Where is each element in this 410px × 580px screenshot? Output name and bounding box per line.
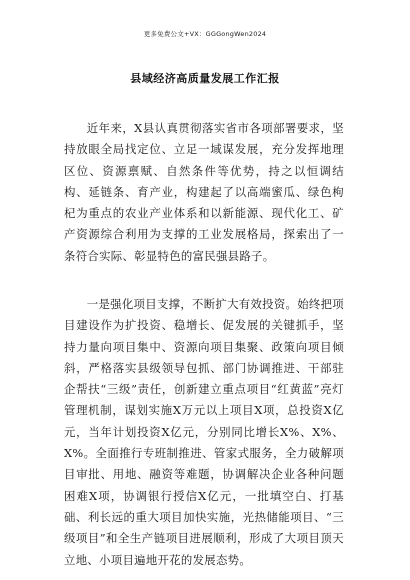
paragraph-block-2 [64, 294, 344, 571]
paragraph-1: 近年来，X县认真贯彻落实省市各项部署要求，坚持放眼全局找定位、立足一域谋发展，充分发挥地理区位、资源禀赋、自然条件等优势，持之以恒调结构、延链条、育产业，构建起了以高端蜜瓜、绿色枸杞为重点的农业产业体系和以新能源、现代化工、矿产资源综合利用为支撑的工业发展格局，探索出了一条符合实际、彰显特色的富民强县路子。 [64, 121, 344, 263]
paragraph-2: 一是强化项目支撑，不断扩大有效投资。始终把项目建设作为扩投资、稳增长、促发展的关键抓手，坚持力量向项目集中、资源向项目集聚、政策向项目倾斜，严格落实县级领导包抓、部门协调推进、干部驻企帮扶“三级”责任，创新建立重点项目“红黄蓝”亮灯管理机制，谋划实施X万元以上项目X项，总投资X亿元，当年计划投资X亿元，分别同比增长X%、X%、X%。全面推行专班制推进、管家式服务，全力破解项目审批、用地、融资等难题，协调解决企业各种问题困难X项，协调银行授信X亿元，一批填空白、打基础、利长远的重大项目加快实施，光热储能项目、“三级项目”和全生产链项目进展顺利，形成了大项目顶天立地、小项目遍地开花的发展态势。 [64, 297, 344, 567]
header-note: 更多免费公文+VX：GGGongWen2024 [143, 30, 267, 38]
document-title: 县域经济高质量发展工作汇报 [130, 72, 280, 85]
paragraph-block-1 [64, 118, 344, 267]
